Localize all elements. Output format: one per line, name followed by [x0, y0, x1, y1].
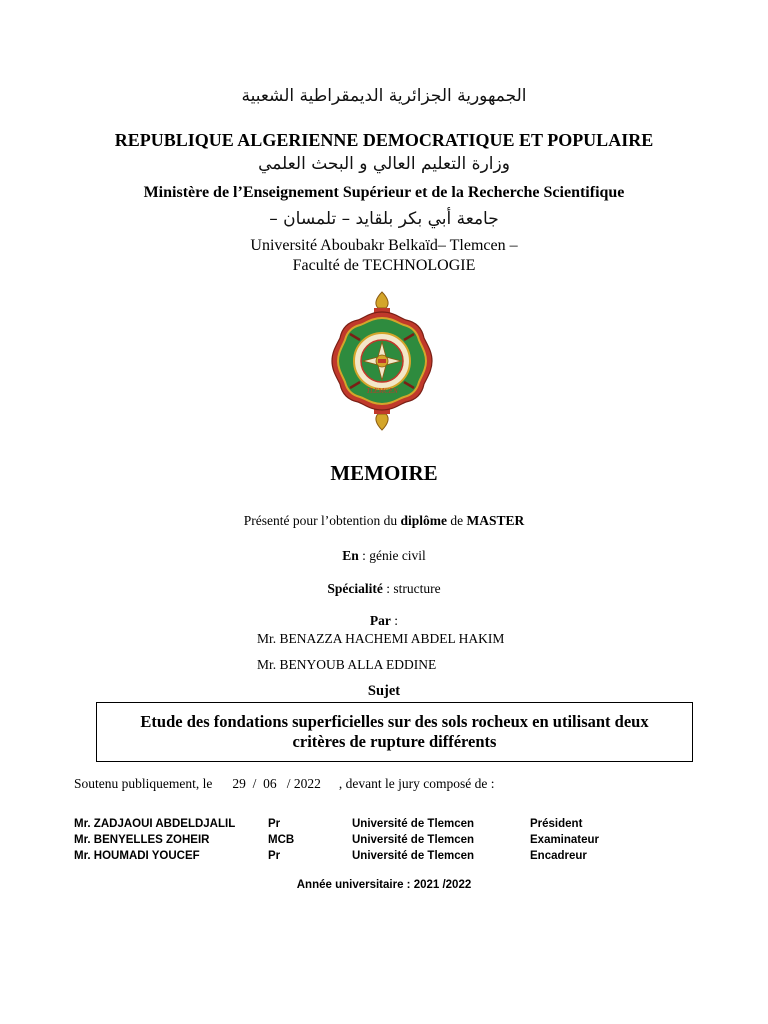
- faculty-name: Faculté de TECHNOLOGIE: [292, 257, 476, 274]
- university-emblem-icon: [330, 290, 434, 432]
- jury-row: Mr. HOUMADI YOUCEF Pr Université de Tlemcen Encadreur: [74, 850, 587, 862]
- field-line: En : génie civil: [342, 548, 426, 563]
- subject-line-1: Etude des fondations superficielles sur des sols rocheux en utilisant deux: [140, 712, 649, 731]
- author-2: Mr. BENYOUB ALLA EDDINE: [257, 657, 437, 672]
- arabic-republic-line: الجمهورية الجزائرية الديمقراطية الشعبية: [241, 86, 527, 106]
- arabic-university-line: جامعة أبي بكر بلقايد – تلمسان –: [269, 209, 499, 229]
- subject-line-2: critères de rupture différents: [292, 732, 497, 751]
- subject-label: Sujet: [367, 683, 401, 699]
- emblem-text: TLEMCEN: [366, 387, 398, 395]
- jury-row: Mr. ZADJAOUI ABDELDJALIL Pr Université de Tlemcen Président: [74, 818, 583, 830]
- republic-title: REPUBLIQUE ALGERIENNE DEMOCRATIQUE ET POPULAIRE: [114, 130, 654, 150]
- academic-year: Année universitaire : 2021 /2022: [296, 879, 472, 891]
- specialty-line: Spécialité : structure: [327, 581, 441, 596]
- university-name: Université Aboubakr Belkaïd– Tlemcen –: [250, 237, 518, 254]
- author-1: Mr. BENAZZA HACHEMI ABDEL HAKIM: [257, 631, 505, 646]
- jury-row: Mr. BENYELLES ZOHEIR MCB Université de Tlemcen Examinateur: [74, 834, 600, 846]
- ministry-title: Ministère de l’Enseignement Supérieur et de la Recherche Scientifique: [143, 184, 625, 201]
- memoire-title: MEMOIRE: [330, 461, 438, 485]
- arabic-ministry-line: وزارة التعليم العالي و البحث العلمي: [258, 154, 510, 174]
- by-label: Par :: [369, 613, 399, 628]
- defense-line: Soutenu publiquement, le 29 / 06 / 2022 , devant le jury composé de :: [74, 776, 495, 791]
- presented-line: Présenté pour l’obtention du diplôme de MASTER: [243, 513, 525, 528]
- subject-box: [96, 702, 693, 762]
